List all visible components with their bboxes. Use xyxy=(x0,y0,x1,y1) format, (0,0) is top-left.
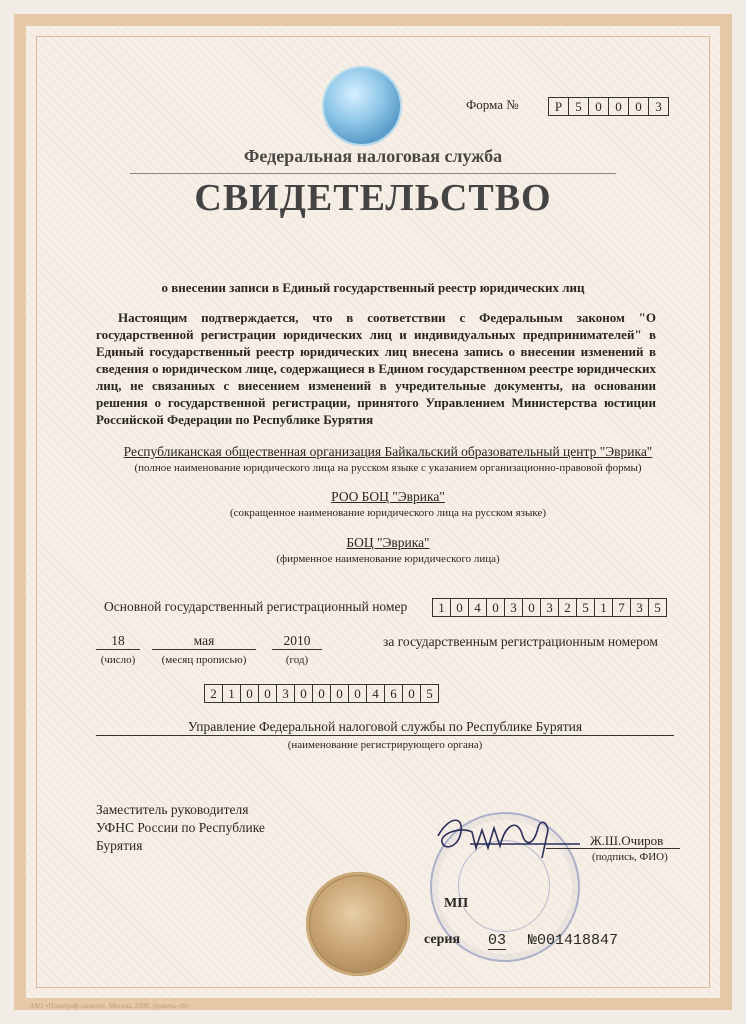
printer-imprint: ЗАО «Полиграф-защита», Москва, 2008, уровень «В» xyxy=(30,1002,190,1010)
ogrn-digit: 3 xyxy=(505,598,523,617)
form-code-cell: 0 xyxy=(609,97,629,116)
grn-digit: 0 xyxy=(241,684,259,703)
series-label: серия xyxy=(424,932,461,947)
grn-digit: 1 xyxy=(223,684,241,703)
ogrn-digit: 7 xyxy=(613,598,631,617)
signer-name: Ж.Ш.Очиров xyxy=(590,833,664,848)
agency-name: Федеральная налоговая служба xyxy=(243,146,503,166)
form-code-cell: 3 xyxy=(649,97,669,116)
org-short-name-caption: (сокращенное наименование юридического лица на русском языке) xyxy=(229,507,547,519)
org-short-name: РОО БОЦ "Эврика" xyxy=(331,489,445,504)
ogrn-cells xyxy=(432,598,667,617)
grn-digit: 0 xyxy=(403,684,421,703)
hologram-emblem-icon xyxy=(322,66,402,146)
agency-divider xyxy=(130,173,616,174)
grn-digit: 5 xyxy=(421,684,439,703)
handwritten-signature-icon xyxy=(430,808,580,868)
grn-cells xyxy=(204,684,439,703)
document-title: СВИДЕТЕЛЬСТВО xyxy=(194,177,552,219)
signer-position-line: Заместитель руководителя xyxy=(96,802,249,817)
form-code-cell: 5 xyxy=(569,97,589,116)
signer-position-line: Бурятия xyxy=(96,838,143,853)
grn-digit: 0 xyxy=(259,684,277,703)
date-day-caption: (число) xyxy=(100,654,136,666)
date-day: 18 xyxy=(96,633,140,650)
ogrn-digit: 3 xyxy=(541,598,559,617)
org-full-name: Республиканская общественная организация Байкальский образовательный центр "Эврика" xyxy=(123,444,653,459)
ogrn-digit: 3 xyxy=(631,598,649,617)
form-code-cells xyxy=(548,97,669,116)
date-month: мая xyxy=(152,633,256,650)
ogrn-digit: 0 xyxy=(451,598,469,617)
org-brand-name-caption: (фирменное наименование юридического лица) xyxy=(276,553,500,565)
signer-position xyxy=(96,801,265,855)
ogrn-digit: 0 xyxy=(523,598,541,617)
ogrn-digit: 0 xyxy=(487,598,505,617)
body-paragraph: Настоящим подтверждается, что в соответствии с Федеральным законом "О государственной регистрации юридических лиц и индивидуальных предпринимателей" в Единый государственный реестр юридических лиц внесена запись о внесении изменений в сведения о юридическом лице, содержащиеся в Едином государственном реестре юридических лиц, не связанных с внесением изменений в учредительные документы, на основании решения о государственной регистрации, принятого Управлением Министерства юстиции Российской Федерации по Республике Бурятия xyxy=(96,310,656,427)
form-code-cell: 0 xyxy=(589,97,609,116)
signer-position-line: УФНС России по Республике xyxy=(96,820,265,835)
mp-label: МП xyxy=(444,896,469,911)
grn-digit: 0 xyxy=(331,684,349,703)
reg-number-label: за государственным регистрационным номером xyxy=(383,634,658,649)
ogrn-digit: 5 xyxy=(649,598,667,617)
grn-digit: 0 xyxy=(349,684,367,703)
form-code-cell: Р xyxy=(548,97,569,116)
serial-number: №001418847 xyxy=(528,932,619,949)
date-month-caption: (месяц прописью) xyxy=(161,654,247,666)
series-value: 03 xyxy=(488,932,507,949)
gold-seal-emblem-icon xyxy=(306,872,410,976)
ogrn-digit: 4 xyxy=(469,598,487,617)
date-year-caption: (год) xyxy=(285,654,309,666)
grn-digit: 2 xyxy=(204,684,223,703)
grn-digit: 4 xyxy=(367,684,385,703)
org-brand-name: БОЦ "Эврика" xyxy=(346,535,430,550)
ogrn-digit: 2 xyxy=(559,598,577,617)
signature-caption: (подпись, ФИО) xyxy=(592,851,668,863)
grn-digit: 6 xyxy=(385,684,403,703)
ogrn-label: Основной государственный регистрационный номер xyxy=(104,599,408,614)
org-full-name-caption: (полное наименование юридического лица на русском языке с указанием организационно-правовой формы) xyxy=(134,462,642,474)
ogrn-digit: 5 xyxy=(577,598,595,617)
grn-digit: 0 xyxy=(295,684,313,703)
form-code-cell: 0 xyxy=(629,97,649,116)
date-year: 2010 xyxy=(272,633,322,650)
registering-authority-caption: (наименование регистрирующего органа) xyxy=(287,739,483,751)
grn-digit: 3 xyxy=(277,684,295,703)
registering-authority: Управление Федеральной налоговой службы по Республике Бурятия xyxy=(96,719,674,736)
document-subtitle: о внесении записи в Единый государственный реестр юридических лиц xyxy=(161,280,585,295)
grn-digit: 0 xyxy=(313,684,331,703)
ogrn-digit: 1 xyxy=(432,598,451,617)
form-label: Форма № xyxy=(466,97,519,112)
ogrn-digit: 1 xyxy=(595,598,613,617)
